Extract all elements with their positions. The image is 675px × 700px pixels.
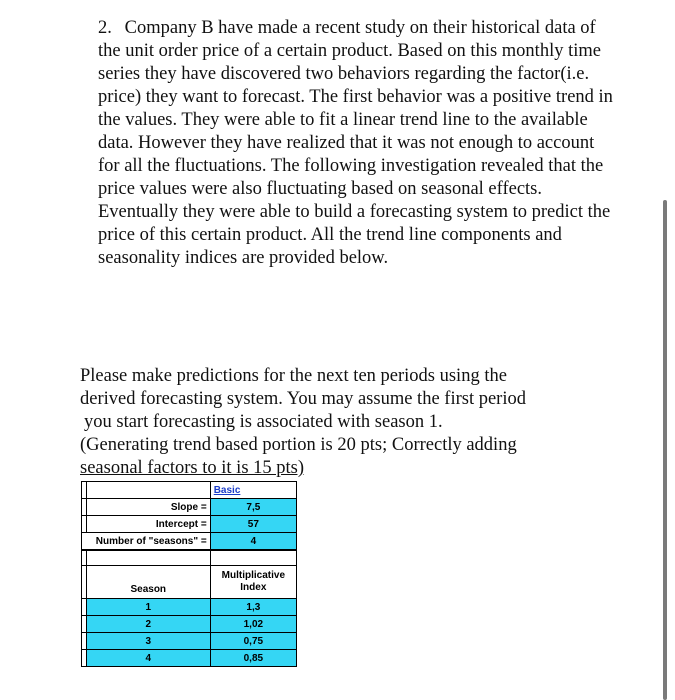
season-index: 1,3 [210, 599, 296, 616]
season-index: 0,75 [210, 633, 296, 650]
intercept-label: Intercept = [86, 516, 210, 533]
instructions-line: (Generating trend based portion is 20 pts; Correctly adding [80, 435, 517, 455]
table-row [82, 633, 297, 650]
seasons-count-label: Number of "seasons" = [82, 533, 211, 551]
instructions-paragraph [80, 365, 600, 480]
index-header-line: Multiplicative [221, 570, 286, 581]
season-number: 3 [86, 633, 210, 650]
table-row [82, 482, 297, 499]
instructions-line: derived forecasting system. You may assume the first period [80, 389, 526, 409]
table-row [82, 516, 297, 533]
table-row [82, 616, 297, 633]
intercept-value: 57 [210, 516, 296, 533]
table-row [82, 499, 297, 516]
question-paragraph [98, 17, 618, 270]
slope-value: 7,5 [210, 499, 296, 516]
instructions-line: you start forecasting is associated with season 1. [84, 412, 443, 432]
parameters-table [81, 481, 297, 667]
slope-label: Slope = [86, 499, 210, 516]
season-index: 0,85 [210, 650, 296, 667]
season-number: 1 [86, 599, 210, 616]
question-number: 2. [98, 18, 112, 38]
table-row [82, 533, 297, 551]
scrollbar[interactable] [663, 200, 667, 700]
table-row [82, 599, 297, 616]
basic-link[interactable]: Basic [210, 482, 296, 499]
table-row [82, 550, 297, 566]
instructions-line: Please make predictions for the next ten periods using the [80, 366, 507, 386]
question-text: Company B have made a recent study on their historical data of the unit order price of a certain product. Based on this monthly time series they have discovered two behaviors regarding the factor(i.e. price) they want to forecast. The first behavior was a positive trend in the values. They were able to fit a linear trend line to the available data. However they have realized that it was not enough to account for all the fluctuations. The following investigation revealed that the price values were also fluctuating based on seasonal effects. Eventually they were able to build a forecasting system to predict the price of this certain product. All the trend line components and seasonality indices are provided below. [98, 18, 613, 268]
index-header [210, 566, 296, 599]
spreadsheet-snippet [81, 481, 297, 671]
seasons-count-value: 4 [210, 533, 296, 551]
instructions-line: seasonal factors to it is 15 pts) [80, 458, 305, 478]
season-index: 1,02 [210, 616, 296, 633]
season-number: 2 [86, 616, 210, 633]
season-number: 4 [86, 650, 210, 667]
index-header-line: Index [240, 582, 267, 593]
table-row [82, 650, 297, 667]
season-header: Season [86, 566, 210, 599]
table-row [82, 566, 297, 599]
